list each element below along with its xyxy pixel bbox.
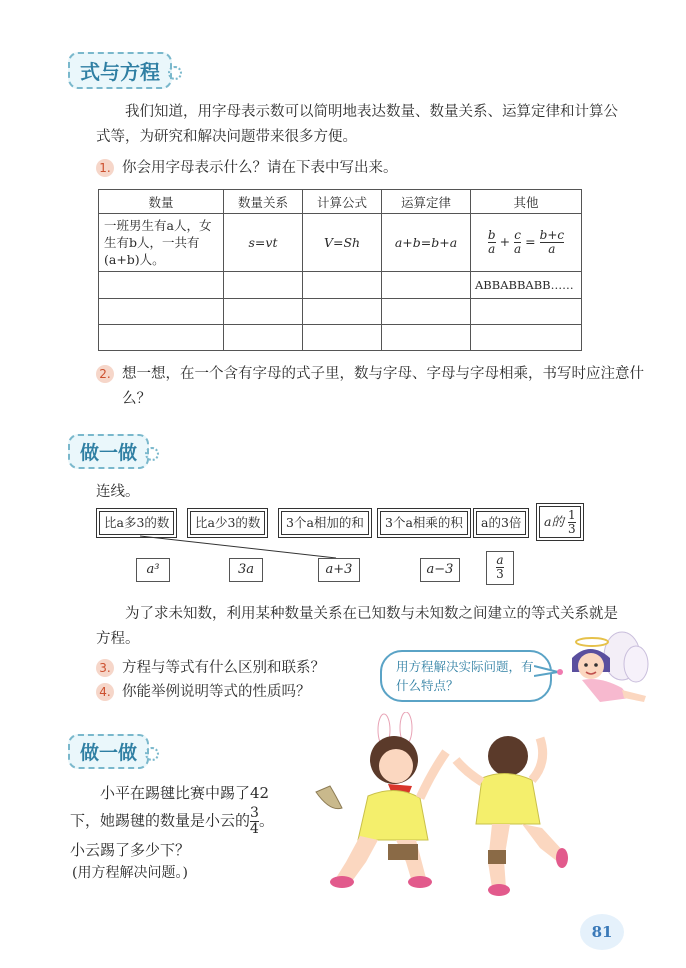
- question-4-text: 你能举例说明等式的性质吗？: [122, 684, 311, 700]
- question-3-text: 方程与等式有什么区别和联系？: [122, 660, 325, 676]
- fraction: $\frac{a}{3}$: [496, 553, 504, 581]
- fraction: $\frac{b}{a}$: [487, 228, 496, 256]
- match-label[interactable]: 3个a相加的和: [281, 511, 369, 535]
- page-number: 81: [580, 914, 624, 950]
- equation-definition: 为了求未知数，利用某种数量关系在已知数与未知数之间建立的等式关系就是方程。: [96, 606, 618, 647]
- fraction: $\frac{3}{4}$: [250, 805, 259, 837]
- match-answer[interactable]: a³: [136, 558, 170, 582]
- match-label[interactable]: a的3倍: [476, 511, 526, 535]
- question-3-number: 3.: [96, 659, 114, 677]
- word-problem-text-a: 小平在踢毽比赛中踢了42下，她踢毽的数量是小云的: [70, 784, 270, 830]
- activity-badge: [68, 734, 149, 769]
- quantity-example: 一班男生有a人，女生有b人，一共有(a+b)人。: [104, 218, 212, 267]
- match-answer-fraction[interactable]: [486, 551, 514, 585]
- pattern-example: ABBABBABB……: [475, 278, 574, 292]
- match-label[interactable]: 比a多3的数: [99, 511, 174, 535]
- match-label[interactable]: 3个a相乘的积: [380, 511, 468, 535]
- question-2-text: 想一想，在一个含有字母的式子里，数与字母、字母与字母相乘，书写时应注意什么？: [122, 366, 644, 407]
- formula-example: V=Sh: [323, 235, 361, 250]
- question-1-number: 1.: [96, 159, 114, 177]
- table-header: 其他: [471, 190, 582, 214]
- question-1-text: 你会用字母表示什么？请在下表中写出来。: [122, 160, 398, 176]
- word-problem-text-b: 。小云踢了多少下？: [70, 811, 274, 859]
- match-label[interactable]: 比a少3的数: [190, 511, 265, 535]
- question-4-number: 4.: [96, 683, 114, 701]
- question-2-number: 2.: [96, 365, 114, 383]
- activity-badge-label: 做一做: [80, 442, 138, 464]
- table-header: 计算公式: [303, 190, 382, 214]
- angel-illustration: [560, 628, 650, 710]
- match-answer[interactable]: a−3: [420, 558, 460, 582]
- match-answer[interactable]: a+3: [318, 558, 360, 582]
- children-illustration: [296, 712, 586, 902]
- fraction: $\frac{1}{3}$: [567, 508, 576, 536]
- match-label-fraction[interactable]: a的 $\frac{1}{3}$: [539, 506, 581, 538]
- word-problem-hint: (用方程解决问题。): [72, 865, 188, 881]
- table-header: 数量关系: [224, 190, 303, 214]
- matching-instruction: 连线。: [96, 484, 140, 500]
- table-cell: $\frac{b}{a}$ + $\frac{c}{a}$ = $\frac{b+c}{a}$: [471, 214, 582, 272]
- section-title: 式与方程: [80, 60, 160, 84]
- fraction: $\frac{b+c}{a}$: [539, 228, 565, 256]
- match-answer[interactable]: 3a: [229, 558, 263, 582]
- relation-example: s=vt: [248, 235, 278, 250]
- table-header: 运算定律: [382, 190, 471, 214]
- speech-bubble: 用方程解决实际问题，有什么特点？: [380, 650, 552, 702]
- question-3: [96, 656, 325, 681]
- law-example: a+b=b+a: [394, 235, 458, 250]
- question-4: [96, 680, 311, 705]
- intro-paragraph: 我们知道，用字母表示数可以简明地表达数量、数量关系、运算定律和计算公式等，为研究和解决问题带来很多方便。: [96, 104, 618, 145]
- fraction: $\frac{c}{a}$: [514, 228, 522, 256]
- word-problem: [70, 780, 280, 863]
- table-header: 数量: [99, 190, 224, 214]
- activity-badge-label: 做一做: [80, 742, 138, 764]
